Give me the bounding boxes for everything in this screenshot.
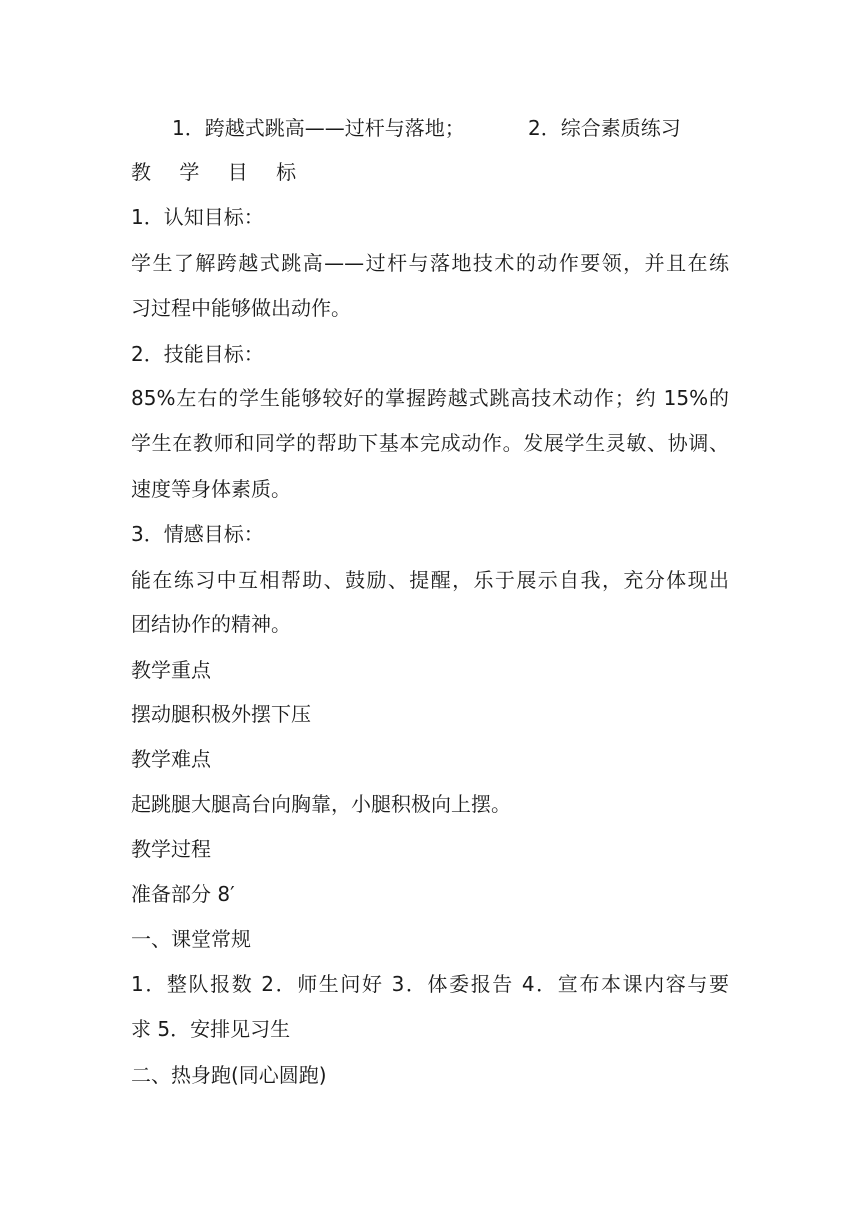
class-routine-line-1: 1．整队报数 2．师生问好 3．体委报告 4．宣布本课内容与要 xyxy=(131,972,729,996)
preparation-part: 准备部分 8′ xyxy=(131,882,235,906)
skill-objective-line-3: 速度等身体素质。 xyxy=(131,477,291,501)
key-point-heading: 教学重点 xyxy=(131,658,211,682)
skill-objective-title: 2．技能目标： xyxy=(131,342,264,366)
class-routine-title: 一、课堂常规 xyxy=(131,927,251,951)
key-point-text: 摆动腿积极外摆下压 xyxy=(131,702,311,726)
process-heading: 教学过程 xyxy=(131,837,211,861)
topic-item-1: 1．跨越式跳高——过杆与落地； xyxy=(172,116,465,140)
affective-objective-line-2: 团结协作的精神。 xyxy=(131,612,291,636)
class-routine-line-2: 求 5．安排见习生 xyxy=(131,1017,291,1041)
difficulty-heading: 教学难点 xyxy=(131,747,211,771)
skill-objective-line-1: 85%左右的学生能够较好的掌握跨越式跳高技术动作；约 15%的 xyxy=(131,386,729,410)
affective-objective-title: 3．情感目标： xyxy=(131,522,264,546)
objectives-heading: 教 学 目 标 xyxy=(131,160,308,184)
cognitive-objective-title: 1．认知目标： xyxy=(131,205,264,229)
cognitive-objective-line-2: 习过程中能够做出动作。 xyxy=(131,296,351,320)
warmup-title: 二、热身跑(同心圆跑) xyxy=(131,1063,327,1087)
difficulty-text: 起跳腿大腿高台向胸靠，小腿积极向上摆。 xyxy=(131,792,511,816)
skill-objective-line-2: 学生在教师和同学的帮助下基本完成动作。发展学生灵敏、协调、 xyxy=(131,431,729,455)
affective-objective-line-1: 能在练习中互相帮助、鼓励、提醒，乐于展示自我，充分体现出 xyxy=(131,568,729,592)
cognitive-objective-line-1: 学生了解跨越式跳高——过杆与落地技术的动作要领，并且在练 xyxy=(131,251,729,275)
topic-item-2: 2．综合素质练习 xyxy=(528,116,681,140)
